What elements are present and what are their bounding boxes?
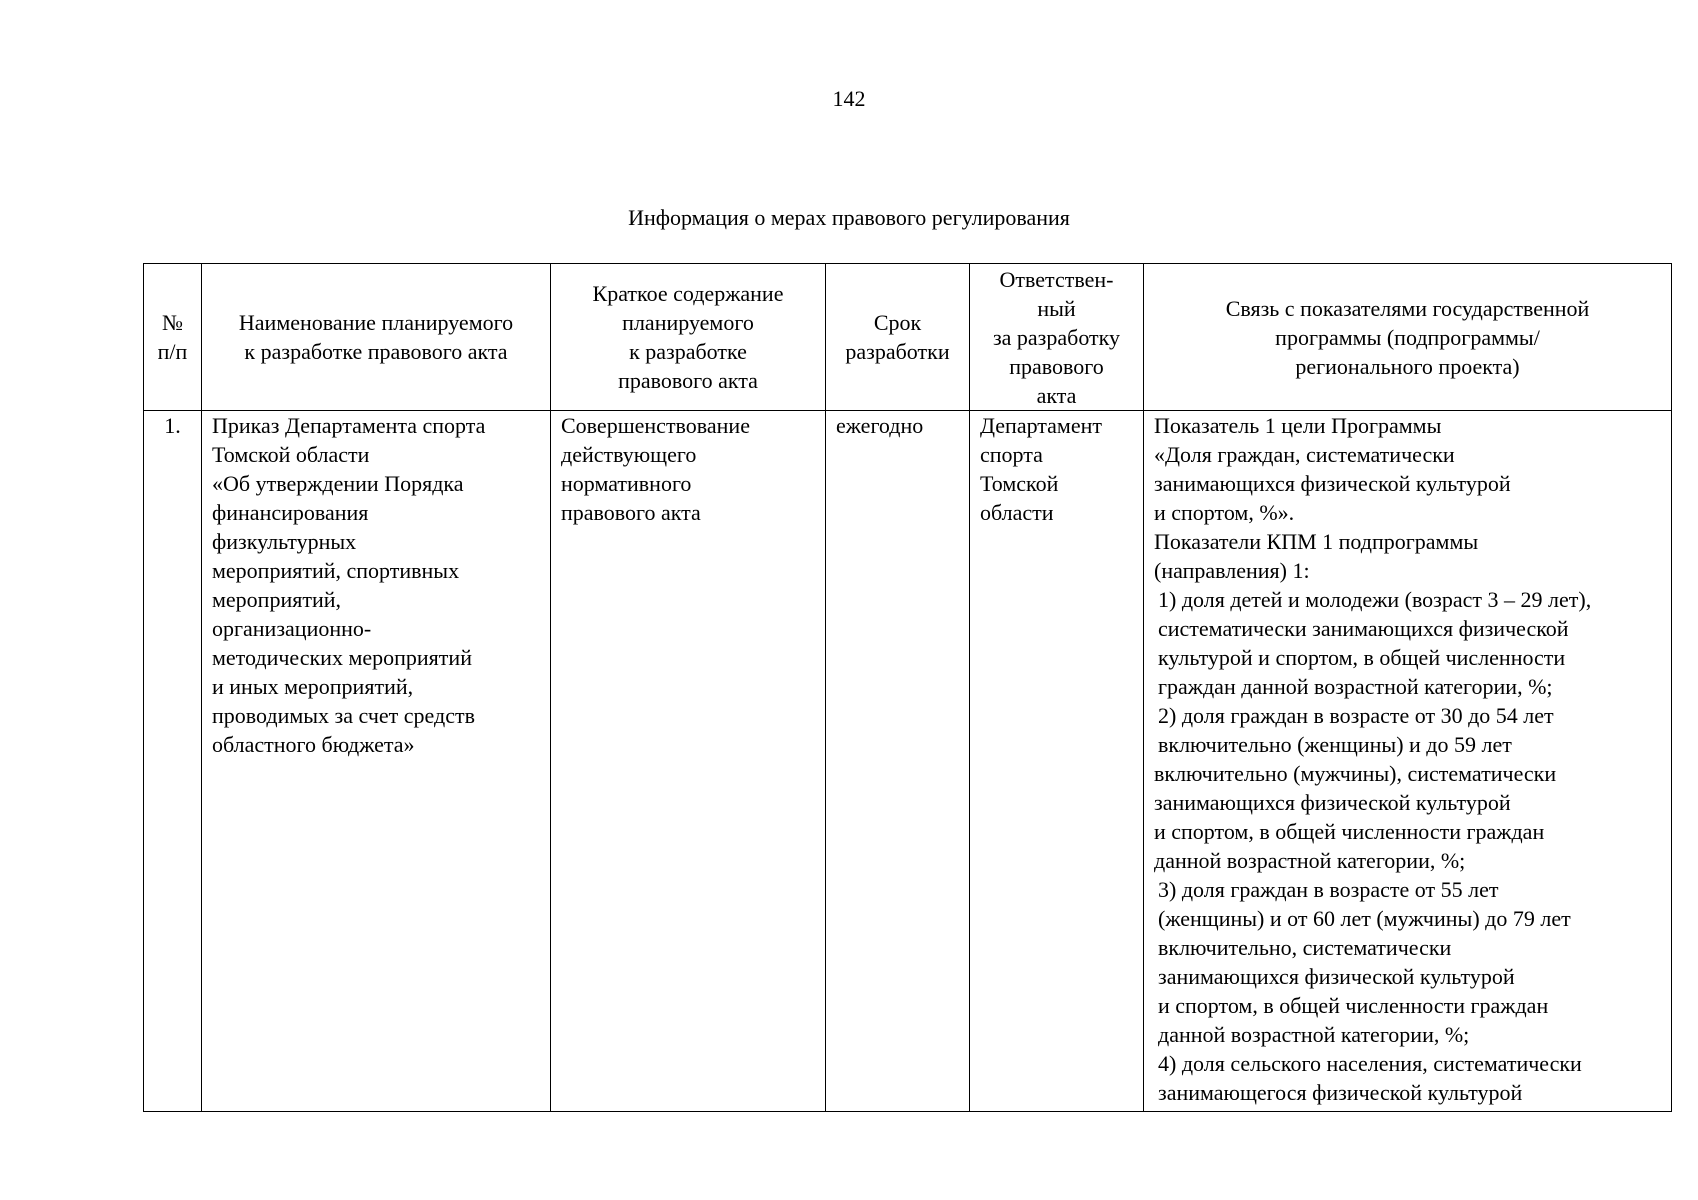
cell-act-name: Приказ Департамента спорта Томской области «Об утверждении Порядка финансирования физкультурных мероприятий, спортивных мероприятий, организационно- методических мероприятий и иных мероприятий, проводимых за счет средств областного бюджета» [202, 411, 551, 1112]
header-responsible: Ответствен- ный за разработку правового акта [970, 264, 1144, 411]
document-title: Информация о мерах правового регулирования [628, 205, 1070, 230]
header-act-name: Наименование планируемого к разработке правового акта [202, 264, 551, 411]
header-term: Срок разработки [826, 264, 970, 411]
header-number: № п/п [144, 264, 202, 411]
cell-responsible: Департамент спорта Томской области [970, 411, 1144, 1112]
cell-number: 1. [144, 411, 202, 1112]
cell-term: ежегодно [826, 411, 970, 1112]
table-row [144, 411, 1672, 1112]
cell-summary: Совершенствование действующего нормативного правового акта [551, 411, 826, 1112]
cell-indicators: Показатель 1 цели Программы «Доля граждан, систематически занимающихся физической культурой и спортом, %». Показатели КПМ 1 подпрограммы (направления) 1: 1) доля детей и молодежи (возраст 3 – 29 лет), систематически занимающихся физической культурой и спортом, в общей численности граждан данной возрастной категории, %; 2) доля граждан в возрасте от 30 до 54 лет включительно (женщины) и до 59 лет включительно (мужчины), систематически занимающихся физической культурой и спортом, в общей численности граждан данной возрастной категории, %; 3) доля граждан в возрасте от 55 лет (женщины) и от 60 лет (мужчины) до 79 лет включительно, систематически занимающихся физической культурой и спортом, в общей численности граждан данной возрастной категории, %; 4) доля сельского населения, систематически занимающегося физической культурой [1144, 411, 1672, 1112]
header-summary: Краткое содержание планируемого к разработке правового акта [551, 264, 826, 411]
page-number: 142 [832, 86, 866, 111]
table-header-row [144, 264, 1672, 411]
header-indicators: Связь с показателями государственной программы (подпрограммы/ регионального проекта) [1144, 264, 1672, 411]
legal-measures-table [143, 263, 1672, 1112]
